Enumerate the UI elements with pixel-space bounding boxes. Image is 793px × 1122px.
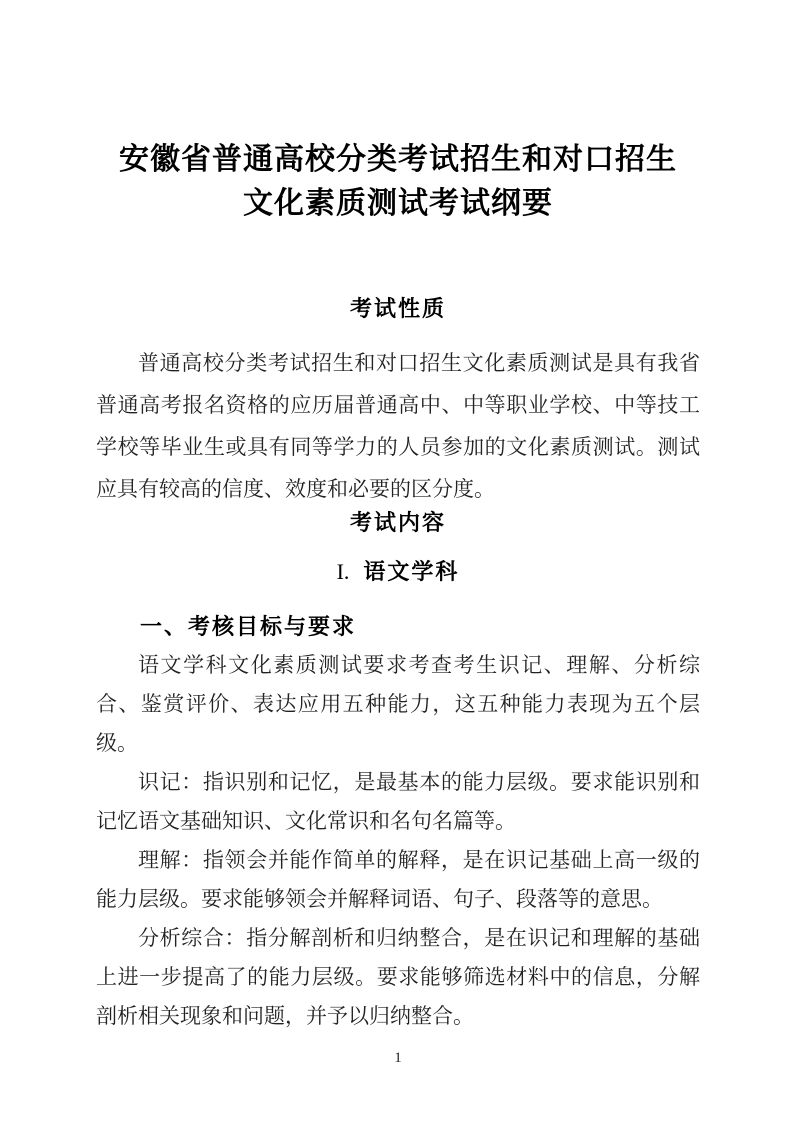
subject-roman-numeral: I. xyxy=(336,559,350,584)
main-title xyxy=(96,138,700,226)
subject-chinese-heading xyxy=(96,559,700,585)
title-line-2: 文化素质测试考试纲要 xyxy=(243,187,553,220)
section-heading-exam-nature: 考试性质 xyxy=(349,296,446,321)
part-one-heading: 一、考核目标与要求 xyxy=(140,614,357,639)
page-number: 1 xyxy=(394,1050,402,1066)
ability-overview-paragraph: 语文学科文化素质测试要求考查考生识记、理解、分析综合、鉴赏评价、表达应用五种能力，这五种能力表现为五个层级。 xyxy=(96,653,700,755)
analysis-synthesis-paragraph: 分析综合：指分解剖析和归纳整合，是在识记和理解的基础上进一步提高了的能力层级。要求能够筛选材料中的信息，分解剖析相关现象和问题，并予以归纳整合。 xyxy=(96,926,700,1028)
comprehension-paragraph: 理解：指领会并能作简单的解释，是在识记基础上高一级的能力层级。要求能够领会并解释词语、句子、段落等的意思。 xyxy=(96,848,700,911)
title-line-1: 安徽省普通高校分类考试招生和对口招生 xyxy=(119,143,677,176)
identify-memorize-paragraph: 识记：指识别和记忆，是最基本的能力层级。要求能识别和记忆语文基础知识、文化常识和名句名篇等。 xyxy=(96,770,700,833)
subject-name: 语文学科 xyxy=(363,559,460,584)
exam-nature-paragraph: 普通高校分类考试招生和对口招生文化素质测试是具有我省普通高考报名资格的应历届普通高中、中等职业学校、中等技工学校等毕业生或具有同等学力的人员参加的文化素质测试。测试应具有较高的信度、效度和必要的区分度。 xyxy=(96,351,700,501)
page-footer xyxy=(96,1049,700,1067)
section-heading-exam-content: 考试内容 xyxy=(349,510,446,535)
section-assessment-objectives xyxy=(96,607,700,1036)
